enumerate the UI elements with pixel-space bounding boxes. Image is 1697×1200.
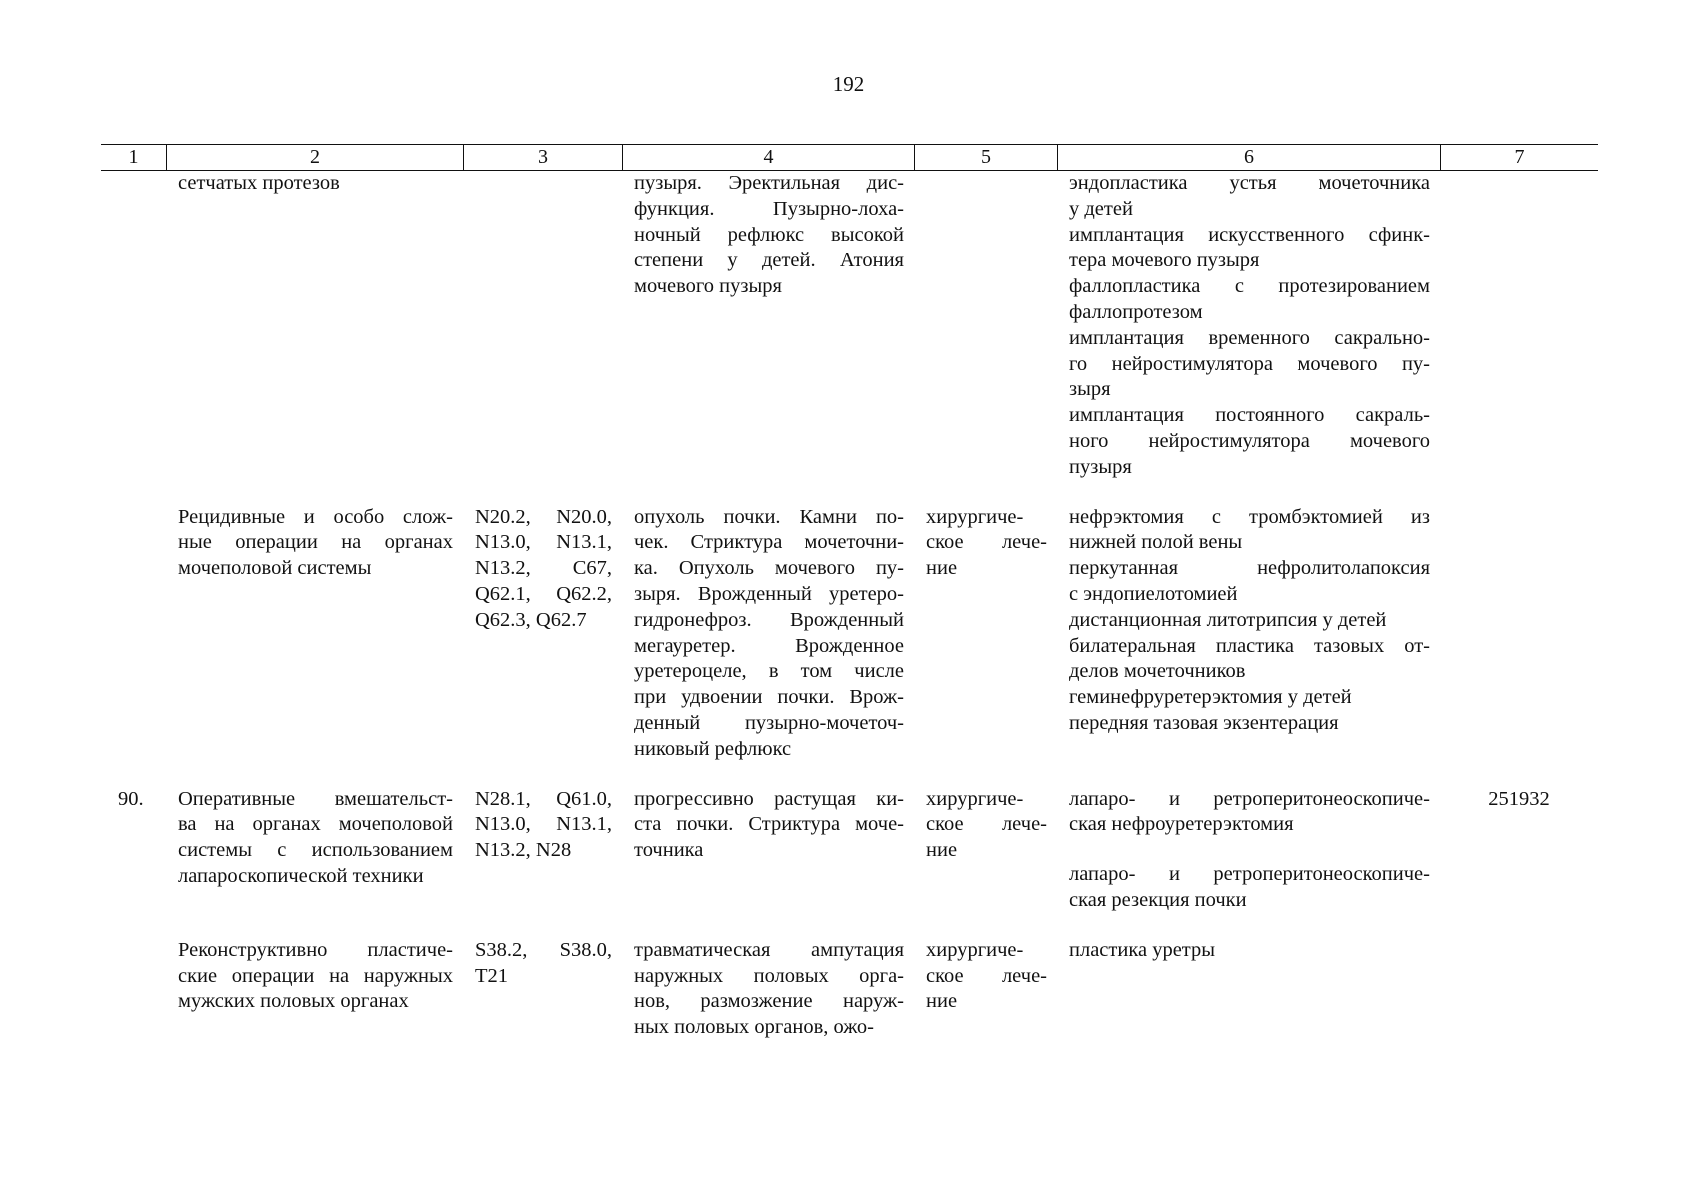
- diagnosis-cell: [622, 505, 914, 763]
- treatment-methods-cell: [1057, 505, 1440, 763]
- column-header-7: 7: [1440, 145, 1598, 170]
- treatment-method-line: имплантация искусственного сфинк-: [1069, 223, 1430, 246]
- intervention-name-line: ские операции на наружных: [178, 964, 453, 987]
- diagnosis-line: уретероцеле, в том числе: [634, 660, 904, 683]
- table-row: [101, 171, 1598, 481]
- diagnosis-line: гидронефроз. Врожденный: [634, 608, 904, 631]
- treatment-method-line: фаллопротезом: [1069, 300, 1203, 323]
- treatment-type-cell: [914, 171, 1057, 481]
- icd-code-line: Q62.1, Q62.2,: [475, 582, 612, 605]
- column-header-2: 2: [166, 145, 463, 170]
- diagnosis-cell: [622, 171, 914, 481]
- treatment-method-line: делов мочеточников: [1069, 660, 1246, 683]
- cost-value: 251932: [1488, 787, 1550, 810]
- diagnosis-line: мегауретер. Врожденное: [634, 634, 904, 657]
- icd-codes-cell: [463, 505, 622, 763]
- diagnosis-line: мочевого пузыря: [634, 275, 782, 298]
- diagnosis-line: опухоль почки. Камни по-: [634, 505, 904, 528]
- intervention-name-cell: [166, 787, 463, 914]
- treatment-method: [1069, 634, 1430, 686]
- treatment-method: [1069, 274, 1430, 326]
- intervention-name-line: Рецидивные и особо слож-: [178, 505, 453, 528]
- column-header-6: 6: [1057, 145, 1440, 170]
- diagnosis-cell: [622, 787, 914, 914]
- treatment-method: [1069, 403, 1430, 480]
- diagnosis-line: нов, размозжение наруж-: [634, 990, 904, 1013]
- intervention-name-line: сетчатых протезов: [178, 172, 340, 194]
- icd-codes-cell: [463, 938, 622, 1041]
- row-number: 90.: [118, 787, 144, 810]
- cost-cell: [1440, 938, 1598, 1041]
- treatment-type-line: хирургиче-: [926, 938, 1024, 961]
- diagnosis-line: ночный рефлюкс высокой: [634, 223, 904, 246]
- diagnosis-line: ста почки. Стриктура моче-: [634, 813, 904, 836]
- diagnosis-line: никовый рефлюкс: [634, 737, 792, 760]
- diagnosis-line: ных половых органов, ожо-: [634, 1016, 875, 1039]
- table-row: [101, 505, 1598, 763]
- diagnosis-line: зыря. Врожденный уретеро-: [634, 582, 904, 605]
- treatment-methods-cell: [1057, 171, 1440, 481]
- treatment-method-line: передняя тазовая экзентерация: [1069, 711, 1339, 734]
- treatment-method-line: пузыря: [1069, 455, 1132, 478]
- treatment-type-line: ское лече-: [926, 813, 1047, 836]
- treatment-method: [1069, 838, 1430, 862]
- diagnosis-line: при удвоении почки. Врож-: [634, 686, 904, 709]
- row-number-cell: [101, 171, 166, 481]
- icd-code-line: S38.2, S38.0,: [475, 938, 612, 961]
- diagnosis-cell: [622, 938, 914, 1041]
- icd-codes-cell: [463, 171, 622, 481]
- treatment-method: [1069, 787, 1430, 839]
- treatment-type-cell: [914, 787, 1057, 914]
- icd-code-line: N13.0, N13.1,: [475, 531, 612, 554]
- treatment-type-line: ние: [926, 557, 958, 580]
- intervention-name-line: ные операции на органах: [178, 531, 453, 554]
- treatment-method: [1069, 608, 1430, 634]
- row-number-cell: [101, 938, 166, 1041]
- column-header-3: 3: [463, 145, 622, 170]
- treatment-method-line: геминефруретерэктомия у детей: [1069, 686, 1352, 709]
- treatment-method: [1069, 938, 1430, 964]
- treatment-type-cell: [914, 938, 1057, 1041]
- treatment-method-line: пластика уретры: [1069, 938, 1216, 961]
- icd-code-line: N13.2, C67,: [475, 557, 612, 580]
- intervention-name-line: Оперативные вмешательст-: [178, 787, 453, 810]
- icd-code-line: Q62.3, Q62.7: [475, 608, 587, 631]
- diagnosis-line: наружных половых орга-: [634, 964, 904, 987]
- treatment-method-line: нефрэктомия с тромбэктомией из: [1069, 505, 1430, 528]
- treatment-method-line: фаллопластика с протезированием: [1069, 275, 1430, 298]
- treatment-method-line: у детей: [1069, 197, 1133, 220]
- treatment-methods-cell: [1057, 938, 1440, 1041]
- icd-code-line: T21: [475, 964, 509, 987]
- treatment-method: [1069, 711, 1430, 737]
- table-row: [101, 787, 1598, 914]
- treatment-method-line: го нейростимулятора мочевого пу-: [1069, 352, 1430, 375]
- treatment-method-line: ская резекция почки: [1069, 888, 1247, 911]
- icd-code-line: N13.2, N28: [475, 839, 572, 862]
- icd-code-line: N28.1, Q61.0,: [475, 787, 612, 810]
- column-header-5: 5: [914, 145, 1057, 170]
- treatment-method: [1069, 505, 1430, 557]
- table-row: [101, 938, 1598, 1041]
- intervention-name-line: мочеполовой системы: [178, 557, 372, 580]
- treatment-method-line: лапаро- и ретроперитонеоскопиче-: [1069, 787, 1430, 810]
- diagnosis-line: чек. Стриктура мочеточни-: [634, 531, 904, 554]
- treatment-methods-cell: [1057, 787, 1440, 914]
- treatment-method-line: зыря: [1069, 378, 1111, 401]
- page-number: 192: [832, 72, 865, 96]
- treatment-type-line: хирургиче-: [926, 505, 1024, 528]
- diagnosis-line: пузыря. Эректильная дис-: [634, 172, 904, 194]
- intervention-name-line: ва на органах мочеполовой: [178, 813, 453, 836]
- diagnosis-line: прогрессивно растущая ки-: [634, 787, 904, 810]
- diagnosis-line: травматическая ампутация: [634, 938, 904, 961]
- treatment-method: [1069, 862, 1430, 914]
- treatment-method: [1069, 326, 1430, 403]
- treatment-type-line: ское лече-: [926, 531, 1047, 554]
- treatment-method: [1069, 685, 1430, 711]
- treatment-method-line: лапаро- и ретроперитонеоскопиче-: [1069, 863, 1430, 886]
- intervention-name-line: Реконструктивно пластиче-: [178, 938, 453, 961]
- treatment-method-line: имплантация временного сакрально-: [1069, 326, 1430, 349]
- treatment-type-line: ние: [926, 990, 958, 1013]
- treatment-method-line: имплантация постоянного сакраль-: [1069, 404, 1430, 427]
- icd-codes-cell: [463, 787, 622, 914]
- intervention-name-line: системы с использованием: [178, 839, 453, 862]
- treatment-method-line: дистанционная литотрипсия у детей: [1069, 608, 1387, 631]
- diagnosis-line: ка. Опухоль мочевого пу-: [634, 557, 904, 580]
- treatment-method-line: с эндопиелотомией: [1069, 582, 1238, 605]
- medical-care-table: [101, 144, 1598, 1041]
- treatment-method-line: тера мочевого пузыря: [1069, 249, 1260, 272]
- cost-cell: [1440, 787, 1598, 914]
- diagnosis-line: степени у детей. Атония: [634, 249, 904, 272]
- treatment-method: [1069, 171, 1430, 223]
- treatment-type-line: ское лече-: [926, 964, 1047, 987]
- intervention-name-cell: [166, 938, 463, 1041]
- column-header-1: 1: [128, 146, 139, 168]
- cost-cell: [1440, 171, 1598, 481]
- intervention-name-line: лапароскопической техники: [178, 864, 424, 887]
- icd-code-line: N13.0, N13.1,: [475, 813, 612, 836]
- intervention-name-line: мужских половых органах: [178, 990, 409, 1013]
- treatment-type-line: ние: [926, 839, 958, 862]
- diagnosis-line: точника: [634, 839, 704, 862]
- treatment-type-line: хирургиче-: [926, 787, 1024, 810]
- row-number-cell: [101, 505, 166, 763]
- icd-code-line: N20.2, N20.0,: [475, 505, 612, 528]
- treatment-method-line: билатеральная пластика тазовых от-: [1069, 634, 1430, 657]
- row-number-cell: [101, 787, 166, 914]
- column-number-header: [101, 144, 1598, 171]
- intervention-name-cell: [166, 171, 463, 481]
- diagnosis-line: денный пузырно-мочеточ-: [634, 711, 904, 734]
- cost-cell: [1440, 505, 1598, 763]
- intervention-name-cell: [166, 505, 463, 763]
- treatment-method-line: ного нейростимулятора мочевого: [1069, 429, 1430, 452]
- column-header-4: 4: [622, 145, 914, 170]
- treatment-type-cell: [914, 505, 1057, 763]
- table-body: [101, 171, 1598, 1041]
- diagnosis-line: функция. Пузырно-лоха-: [634, 197, 904, 220]
- treatment-method-line: эндопластика устья мочеточника: [1069, 172, 1430, 194]
- treatment-method-line: ская нефроуретерэктомия: [1069, 813, 1294, 836]
- treatment-method: [1069, 556, 1430, 608]
- treatment-method: [1069, 223, 1430, 275]
- treatment-method-line: нижней полой вены: [1069, 531, 1243, 554]
- treatment-method-line: перкутанная нефролитолапоксия: [1069, 557, 1430, 580]
